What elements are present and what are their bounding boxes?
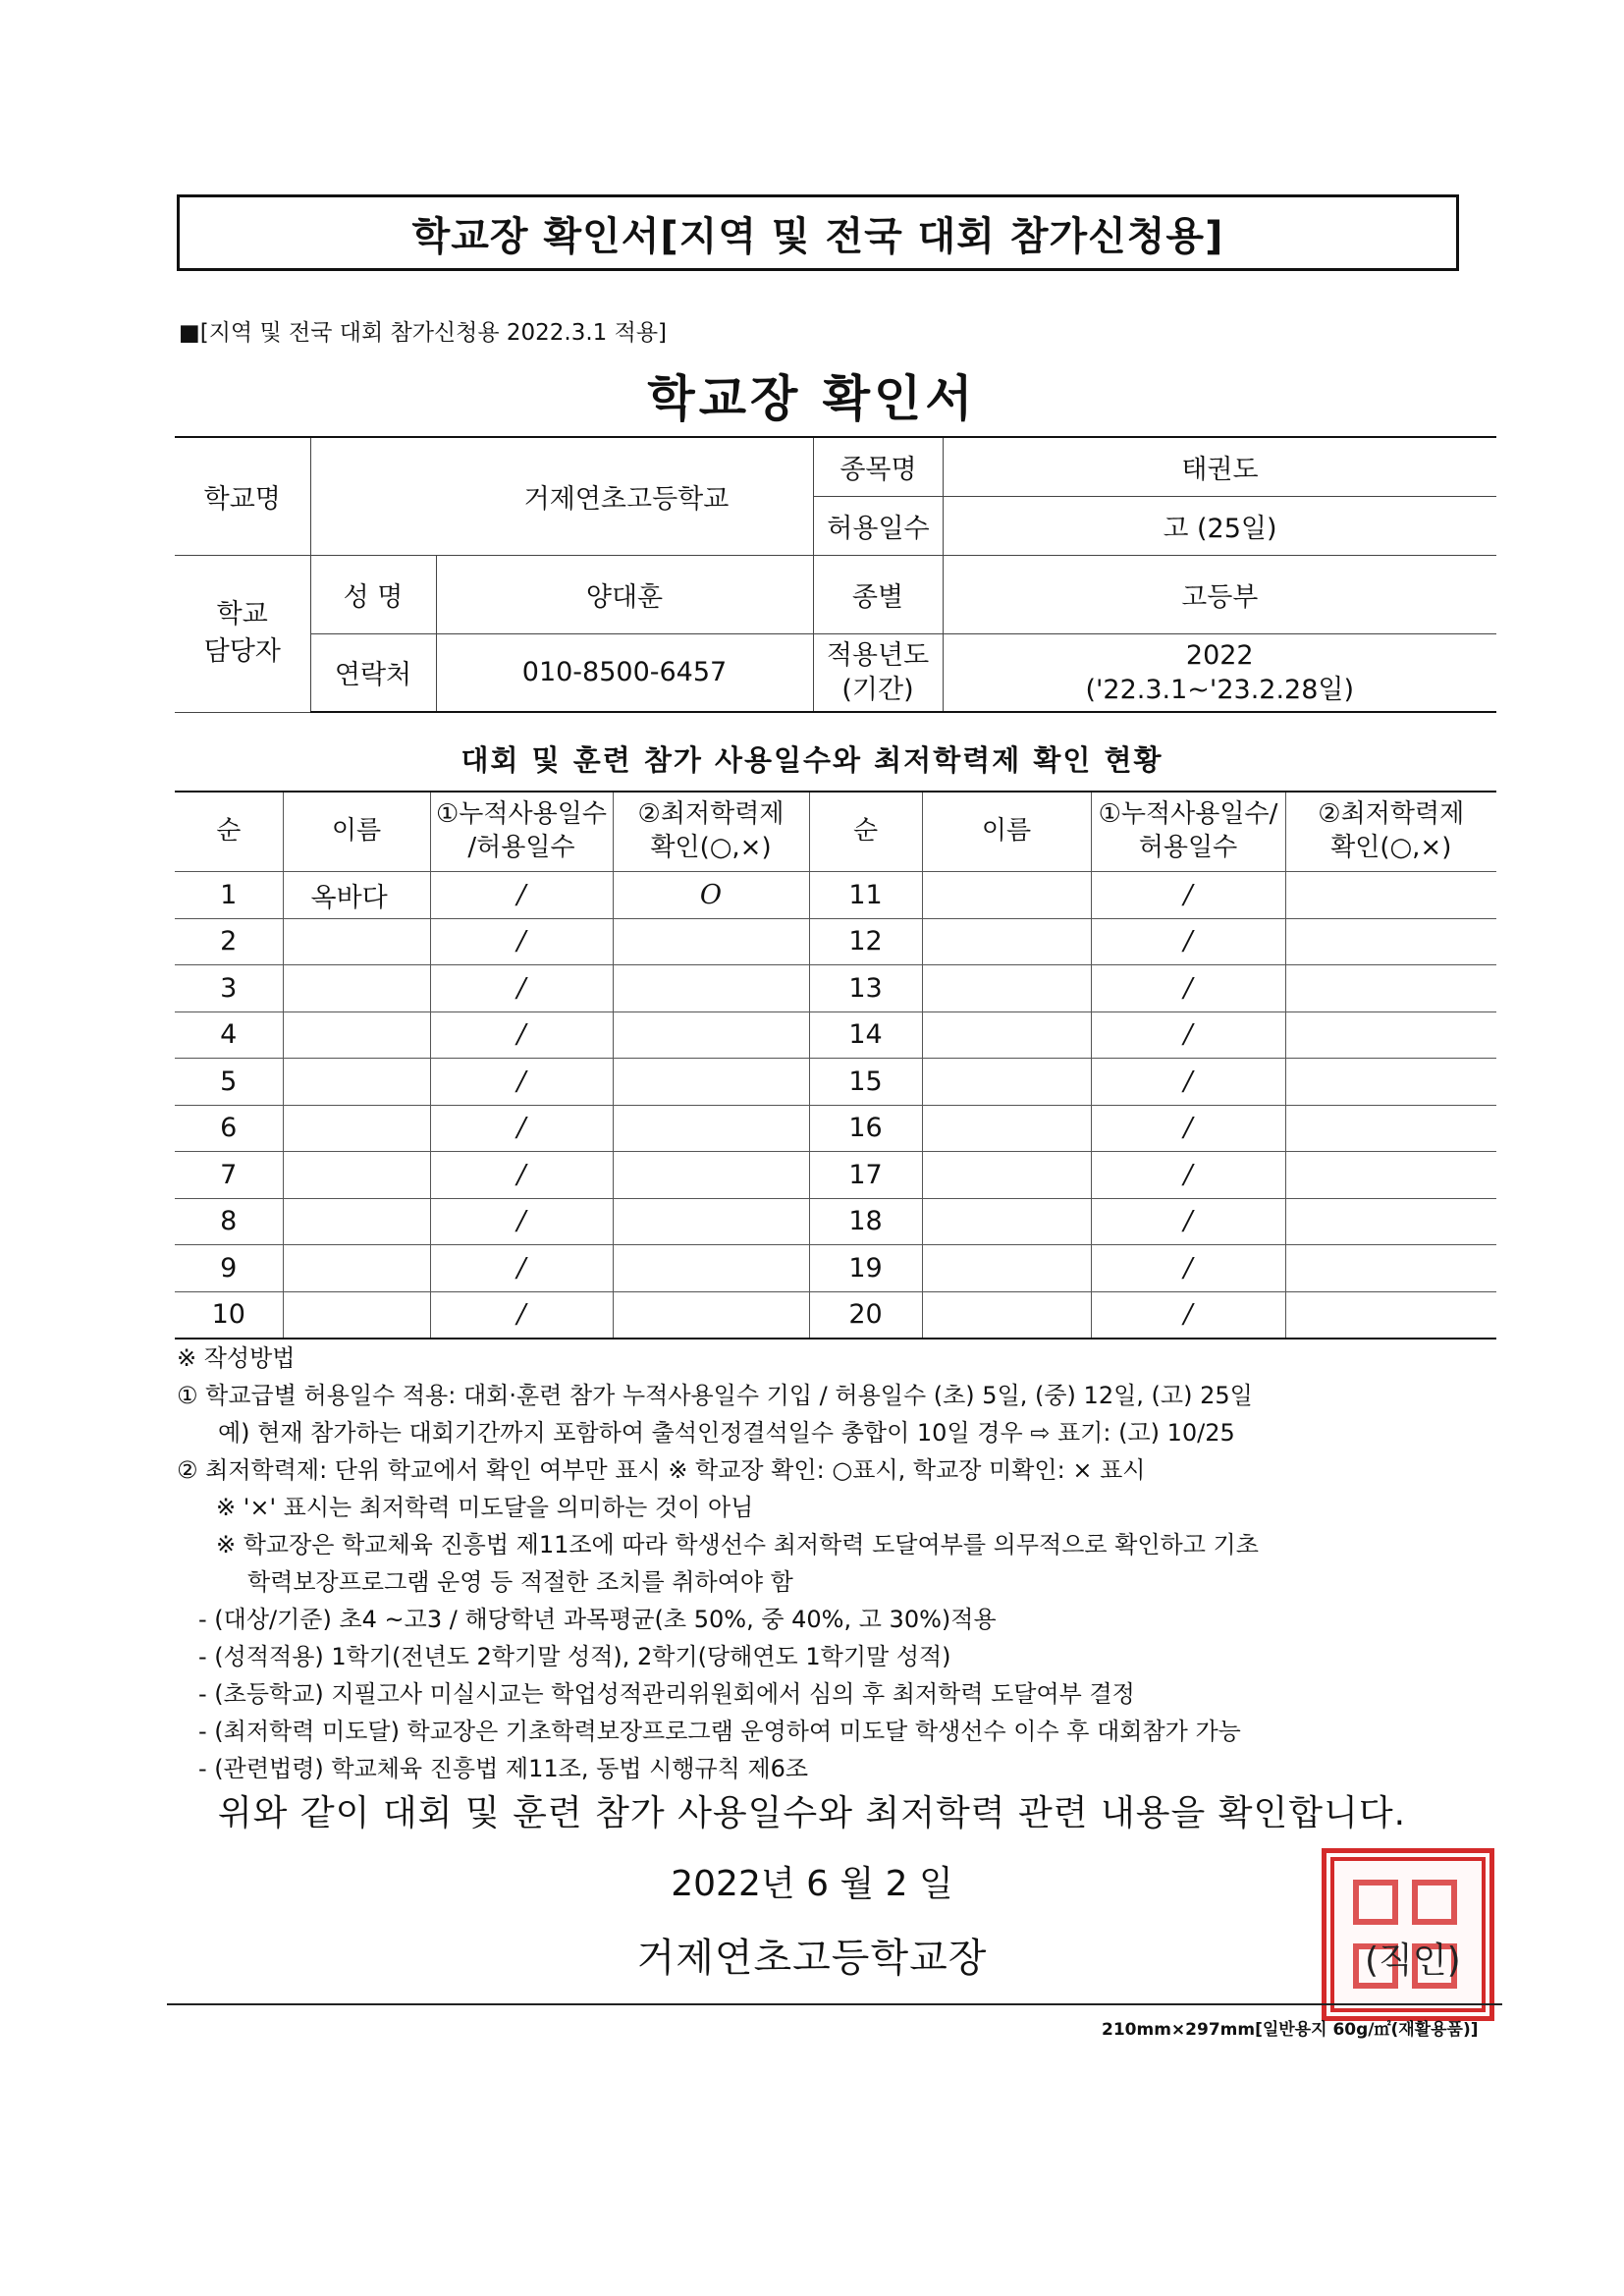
instructions [177,1339,1502,1787]
header-minimum-right: ②최저학력제 확인(○,×) [1285,792,1496,872]
confirmation-statement: 위와 같이 대회 및 훈련 참가 사용일수와 최저학력 관련 내용을 확인합니다. [217,1793,1407,1833]
row-number: 17 [809,1152,922,1199]
cumulative-days: / [1091,1291,1285,1339]
status-row [175,1291,1496,1339]
row-number: 4 [175,1011,283,1059]
name-value: 양대훈 [436,555,813,633]
year-value: 2022 ('22.3.1~'23.2.28일) [943,633,1496,712]
cumulative-days: / [430,1105,613,1152]
minimum-check [1285,1011,1496,1059]
row-number: 2 [175,918,283,965]
minimum-check [1285,1105,1496,1152]
days-value: 고 (25일) [943,496,1496,555]
minimum-check [613,1059,809,1106]
student-name [283,1105,430,1152]
manager-label: 학교 담당자 [175,555,310,712]
notes-line: - (성적적용) 1학기(전년도 2학기말 성적), 2학기(당해연도 1학기말 성적) [198,1643,951,1670]
student-name [922,1059,1091,1106]
cumulative-days: / [1091,1198,1285,1245]
cumulative-days: / [1091,1152,1285,1199]
minimum-check [613,1291,809,1339]
status-row [175,1152,1496,1199]
header-cumulative-left: ①누적사용일수 /허용일수 [430,792,613,872]
cumulative-days: / [430,872,613,919]
row-number: 7 [175,1152,283,1199]
minimum-check [1285,965,1496,1012]
student-name [922,918,1091,965]
minimum-check [613,918,809,965]
student-name [922,1152,1091,1199]
student-name [922,965,1091,1012]
sport-value: 태권도 [943,437,1496,496]
student-name [922,1198,1091,1245]
minimum-check [613,1011,809,1059]
minimum-check [613,1152,809,1199]
principal-name: 거제연초고등학교장 [636,1936,988,1981]
minimum-check [1285,1198,1496,1245]
school-name-label: 학교명 [175,437,310,555]
minimum-check [1285,1152,1496,1199]
year-label: 적용년도 (기간) [813,633,943,712]
row-number: 11 [809,872,922,919]
main-title: 학교장 확인서 [647,370,977,427]
notes-line: - (최저학력 미도달) 학교장은 기초학력보장프로그램 운영하여 미도달 학생선수 이수 후 대회참가 가능 [198,1718,1241,1745]
student-name [922,1105,1091,1152]
row-number: 8 [175,1198,283,1245]
status-row [175,1105,1496,1152]
minimum-check [1285,872,1496,919]
notes-line: - (대상/기준) 초4 ~고3 / 해당학년 과목평균(초 50%, 중 40%, 고 30%)적용 [198,1606,997,1633]
seal-label: (직인) [1365,1941,1461,1981]
minimum-check [1285,1291,1496,1339]
cumulative-days: / [1091,1059,1285,1106]
header-no-left: 순 [175,792,283,872]
notes-line: 예) 현재 참가하는 대회기간까지 포함하여 출석인정결석일수 총합이 10일 경우 ⇨ 표기: (고) 10/25 [218,1419,1235,1447]
notes-heading: ※ 작성방법 [177,1344,296,1372]
cumulative-days: / [430,1291,613,1339]
school-name-value: 거제연초고등학교 [310,437,943,555]
status-row [175,918,1496,965]
footer-divider [167,2003,1502,2005]
status-row [175,1198,1496,1245]
status-row [175,965,1496,1012]
row-number: 5 [175,1059,283,1106]
notes-line: - (초등학교) 지필고사 미실시교는 학업성적관리위원회에서 심의 후 최저학력 도달여부 결정 [198,1680,1135,1708]
header-no-right: 순 [809,792,922,872]
status-table [175,791,1496,1339]
header-minimum-left: ②최저학력제 확인(○,×) [613,792,809,872]
paper-spec: 210mm×297mm[일반용지 60g/㎡(재활용품)] [1102,2020,1479,2040]
cumulative-days: / [430,965,613,1012]
row-number: 18 [809,1198,922,1245]
cumulative-days: / [1091,1011,1285,1059]
cumulative-days: / [430,1059,613,1106]
row-number: 6 [175,1105,283,1152]
cumulative-days: / [1091,918,1285,965]
row-number: 9 [175,1245,283,1292]
header-name-left: 이름 [283,792,430,872]
cumulative-days: / [1091,1105,1285,1152]
cumulative-days: / [1091,872,1285,919]
notes-line: ① 학교급별 허용일수 적용: 대회·훈련 참가 누적사용일수 기입 / 허용일수 (초) 5일, (중) 12일, (고) 25일 [177,1382,1253,1409]
student-name [283,1291,430,1339]
row-number: 16 [809,1105,922,1152]
student-name [922,1291,1091,1339]
row-number: 19 [809,1245,922,1292]
student-name: 옥바다 [283,872,430,919]
student-name [283,918,430,965]
minimum-check [613,965,809,1012]
student-name [283,1198,430,1245]
status-row [175,872,1496,919]
cumulative-days: / [1091,965,1285,1012]
minimum-check [1285,1059,1496,1106]
status-title: 대회 및 훈련 참가 사용일수와 최저학력제 확인 현황 [460,743,1164,777]
row-number: 15 [809,1059,922,1106]
student-name [922,1011,1091,1059]
division-label: 종별 [813,555,943,633]
row-number: 1 [175,872,283,919]
minimum-check: O [613,872,809,919]
row-number: 3 [175,965,283,1012]
minimum-check [613,1245,809,1292]
notes-line: ② 최저학력제: 단위 학교에서 확인 여부만 표시 ※ 학교장 확인: ○표시, 학교장 미확인: × 표시 [177,1456,1146,1484]
row-number: 13 [809,965,922,1012]
student-name [283,1011,430,1059]
notes-line: - (관련법령) 학교체육 진흥법 제11조, 동법 시행규칙 제6조 [198,1755,809,1782]
cumulative-days: / [430,1198,613,1245]
issue-date: 2022년 6 월 2 일 [671,1864,953,1904]
document-title-box [177,194,1459,271]
status-row [175,1059,1496,1106]
status-row [175,1011,1496,1059]
header-name-right: 이름 [922,792,1091,872]
student-name [283,1152,430,1199]
sport-days-table [813,436,1496,556]
notes-line: 학력보장프로그램 운영 등 적절한 조치를 취하여야 함 [247,1568,793,1596]
sport-label: 종목명 [814,437,944,496]
student-name [922,872,1091,919]
form-tag: ■[지역 및 전국 대회 참가신청용 2022.3.1 적용] [179,320,668,346]
status-row [175,1245,1496,1292]
document-title: 학교장 확인서[지역 및 전국 대회 참가신청용] [411,213,1224,259]
contact-value: 010-8500-6457 [436,633,813,712]
row-number: 20 [809,1291,922,1339]
minimum-check [1285,1245,1496,1292]
name-label: 성 명 [310,555,436,633]
division-value: 고등부 [943,555,1496,633]
cumulative-days: / [430,1011,613,1059]
row-number: 14 [809,1011,922,1059]
days-label: 허용일수 [814,496,944,555]
student-name [283,1245,430,1292]
contact-label: 연락처 [310,633,436,712]
header-cumulative-right: ①누적사용일수/ 허용일수 [1091,792,1285,872]
minimum-check [613,1198,809,1245]
student-name [922,1245,1091,1292]
cumulative-days: / [430,918,613,965]
minimum-check [613,1105,809,1152]
notes-line: ※ '×' 표시는 최저학력 미도달을 의미하는 것이 아님 [216,1494,754,1521]
cumulative-days: / [430,1245,613,1292]
student-name [283,965,430,1012]
cumulative-days: / [1091,1245,1285,1292]
minimum-check [1285,918,1496,965]
row-number: 10 [175,1291,283,1339]
row-number: 12 [809,918,922,965]
notes-line: ※ 학교장은 학교체육 진흥법 제11조에 따라 학생선수 최저학력 도달여부를 의무적으로 확인하고 기초 [216,1531,1259,1558]
student-name [283,1059,430,1106]
cumulative-days: / [430,1152,613,1199]
